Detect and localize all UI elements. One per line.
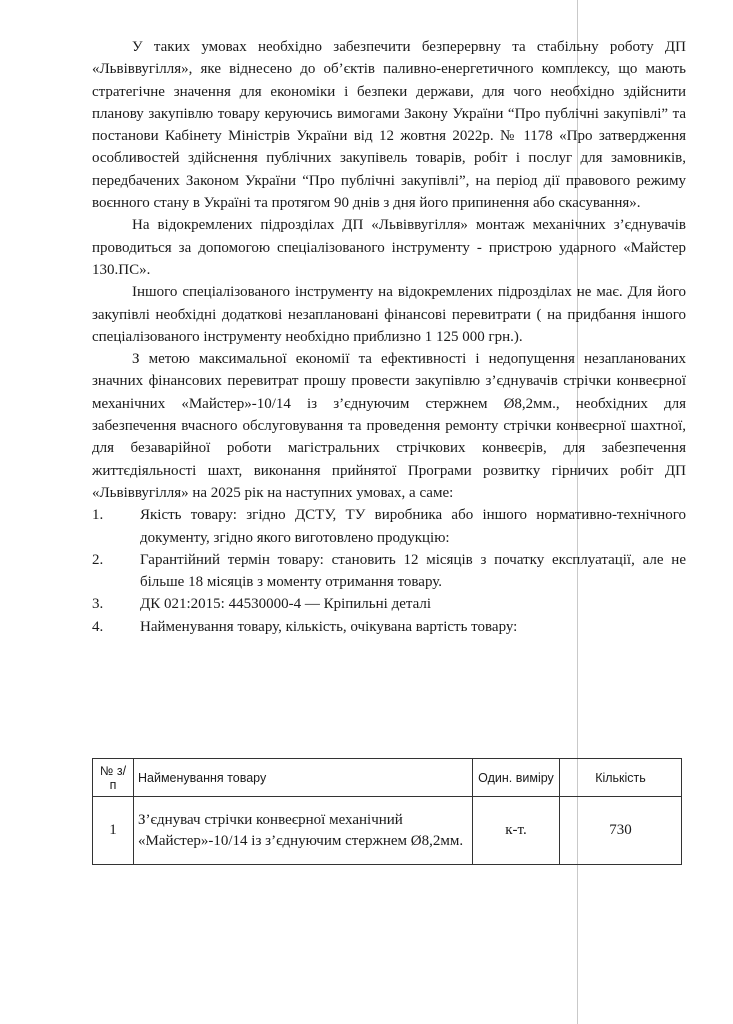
paragraph-conditions: У таких умовах необхідно забезпечити безперервну та стабільну роботу ДП «Львіввугілля», яке віднесено до об’єктів паливно-енергетичного комплексу, що мають стратегічне значення для економіки і безпеки держави, для чого необхідно здійснити планову закупівлю товару керуючись вимогами Закону України “Про публічні закупівлі” та постанови Кабінету Міністрів України від 12 жовтня 2022р. № 1178 «Про затвердження особливостей здійснення публічних закупівель товарів, робіт і послуг для замовників, передбачених Законом України “Про публічні закупівлі”, на період дії правового режиму воєнного стану в Україні та протягом 90 днів з дня його припинення або скасування». xyxy=(92,39,686,212)
cell-quantity: 730 xyxy=(560,797,682,865)
list-item xyxy=(92,549,686,594)
cell-unit: к-т. xyxy=(473,797,560,865)
goods-table xyxy=(92,758,682,865)
paragraph-request: З метою максимальної економії та ефективності і недопущення незапланованих значних фінансових перевитрат прошу провести закупівлю з’єднувачів стрічки конвеєрної механічних «Майстер»-10/14 із з’єднуючим стержнем Ø8,2мм., необхідних для забезпечення вчасного обслуговування та проведення ремонту стрічки конвеєрної шахтної, для безаварійної роботи магістральних стрічкових конвеєрів, для забезпечення життєдіяльності шахт, виконання прийнятої Програми розвитку гірничих робіт ДП «Львіввугілля» на 2025 рік на наступних умовах, а саме: xyxy=(92,351,686,501)
list-text: Гарантійний термін товару: становить 12 місяців з початку експлуатації, але не більше 18 місяців з моменту отримання товару. xyxy=(140,551,686,591)
list-item xyxy=(92,593,686,615)
table-header-row xyxy=(93,759,682,797)
paragraph-no-other-tool: Іншого спеціалізованого інструменту на відокремлених підрозділах не має. Для його закупівлі необхідні додаткові незаплановані фінансові перевитрати ( на придбання іншого спеціалізованого інструменту необхідно приблизно 1 125 000 грн.). xyxy=(92,284,686,345)
list-number: 3. xyxy=(92,596,104,613)
list-text: Найменування товару, кількість, очікувана вартість товару: xyxy=(140,618,518,635)
list-number: 1. xyxy=(92,507,104,524)
list-item xyxy=(92,504,686,549)
header-quantity: Кількість xyxy=(560,759,682,797)
table-row xyxy=(93,797,682,865)
header-number: № з/п xyxy=(93,759,134,797)
document-body xyxy=(92,36,686,638)
list-text: Якість товару: згідно ДСТУ, ТУ виробника або іншого нормативно-технічного документу, згідно якого виготовлено продукцію: xyxy=(140,507,686,546)
list-text: ДК 021:2015: 44530000-4 — Кріпильні деталі xyxy=(140,596,432,613)
list-number: 4. xyxy=(92,618,104,635)
cell-number: 1 xyxy=(93,797,134,865)
cell-name: З’єднувач стрічки конвеєрної механічний «Майстер»-10/14 із з’єднуючим стержнем Ø8,2мм. xyxy=(134,797,473,865)
list-number: 2. xyxy=(92,551,104,568)
header-unit: Один. виміру xyxy=(473,759,560,797)
header-name: Найменування товару xyxy=(134,759,473,797)
paragraph-installation: На відокремлених підрозділах ДП «Львіввугілля» монтаж механічних з’єднувачів проводиться за допомогою спеціалізованого інструменту - пристрою ударного «Майстер 130.ПС». xyxy=(92,217,686,278)
list-item xyxy=(92,616,686,638)
